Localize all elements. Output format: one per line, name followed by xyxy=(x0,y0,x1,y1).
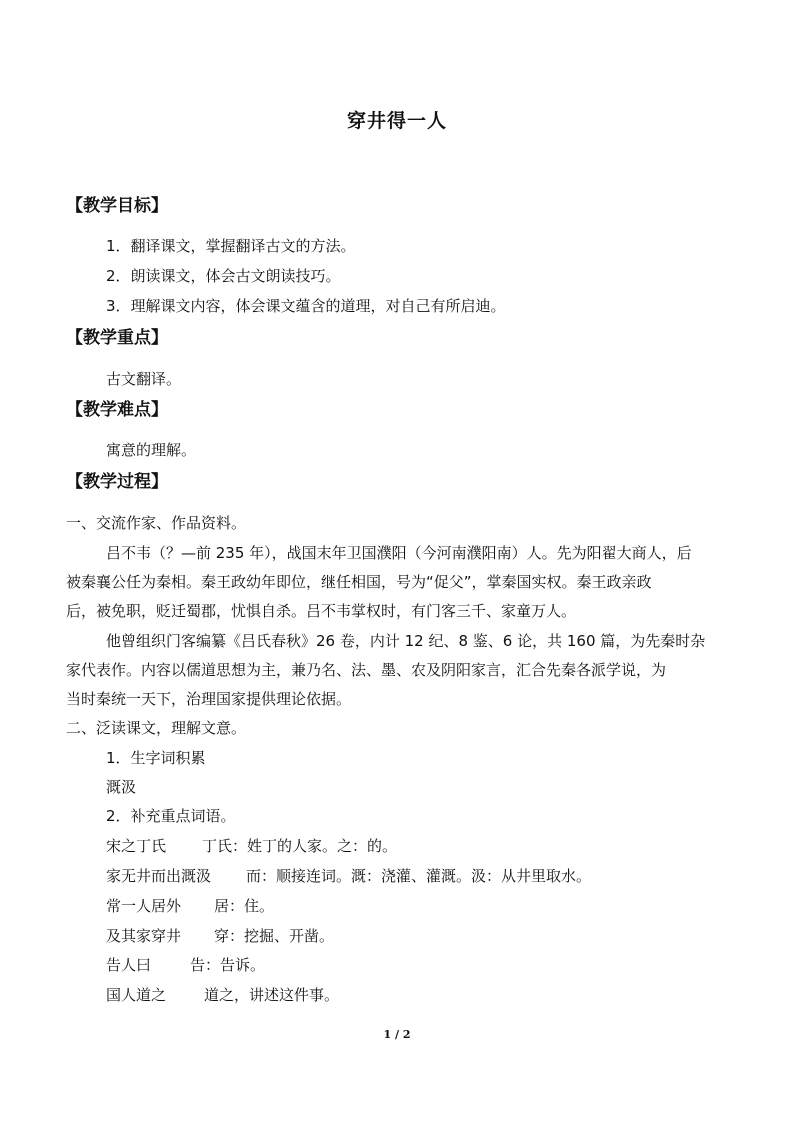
glossary-note: 告：告诉。 xyxy=(190,956,266,974)
process-part2-title: 二、泛读课文，理解文意。 xyxy=(66,719,247,737)
paragraph-line: 后，被免职，贬迁蜀郡，忧惧自杀。吕不韦掌权时，有门客三千、家童万人。 xyxy=(66,602,577,620)
goal-item-1: 1．翻译课文，掌握翻译古文的方法。 xyxy=(106,237,356,255)
paragraph-line: 吕不韦（？—前 235 年），战国末年卫国濮阳（今河南濮阳南）人。先为阳翟大商人，后 xyxy=(106,544,692,562)
keypoint-text: 古文翻译。 xyxy=(106,370,182,388)
section-heading-keypoint: 【教学重点】 xyxy=(66,328,168,348)
page-title: 穿井得一人 xyxy=(346,110,447,132)
glossary-term: 宋之丁氏 xyxy=(106,837,167,855)
section-heading-process: 【教学过程】 xyxy=(66,472,168,492)
glossary-term: 国人道之 xyxy=(106,986,167,1004)
paragraph-line: 被秦襄公任为秦相。秦王政幼年即位，继任相国，号为“促父”，掌秦国实权。秦王政亲政 xyxy=(66,573,652,591)
paragraph-line: 他曾组织门客编纂《吕氏春秋》26 卷，内计 12 纪、8 鉴、6 论，共 160 篇，为先秦时杂 xyxy=(106,632,706,650)
glossary-row xyxy=(106,866,591,886)
section-heading-goals: 【教学目标】 xyxy=(66,196,168,216)
subsection-title: 2．补充重点词语。 xyxy=(106,807,236,825)
glossary-row xyxy=(106,836,397,856)
glossary-note: 道之，讲述这件事。 xyxy=(204,986,340,1004)
paragraph-line: 家代表作。内容以儒道思想为主，兼乃名、法、墨、农及阴阳家言，汇合先秦各派学说，为 xyxy=(66,661,667,679)
difficulty-text: 寓意的理解。 xyxy=(106,441,197,459)
glossary-note: 穿：挖掘、开凿。 xyxy=(214,927,335,945)
glossary-term: 告人曰 xyxy=(106,956,152,974)
vocabulary-word: 溉汲 xyxy=(106,778,137,796)
glossary-row xyxy=(106,926,334,946)
process-part1-title: 一、交流作家、作品资料。 xyxy=(66,514,247,532)
paragraph-line: 当时秦统一天下，治理国家提供理论依据。 xyxy=(66,690,352,708)
goal-item-2: 2．朗读课文，体会古文朗读技巧。 xyxy=(106,267,341,285)
page-indicator: 1 / 2 xyxy=(383,1028,411,1041)
subsection-title: 1．生字词积累 xyxy=(106,749,206,767)
glossary-row xyxy=(106,896,274,916)
glossary-term: 常一人居外 xyxy=(106,897,182,915)
glossary-note: 丁氏：姓丁的人家。之：的。 xyxy=(202,837,398,855)
goal-item-3: 3．理解课文内容，体会课文蕴含的道理，对自己有所启迪。 xyxy=(106,297,506,315)
glossary-note: 而：顺接连词。溉：浇灌、灌溉。汲：从井里取水。 xyxy=(246,867,592,885)
glossary-row xyxy=(106,955,265,975)
glossary-note: 居：住。 xyxy=(214,897,275,915)
glossary-term: 家无井而出溉汲 xyxy=(106,867,212,885)
section-heading-difficulty: 【教学难点】 xyxy=(66,400,168,420)
glossary-row xyxy=(106,985,339,1005)
glossary-term: 及其家穿井 xyxy=(106,927,182,945)
